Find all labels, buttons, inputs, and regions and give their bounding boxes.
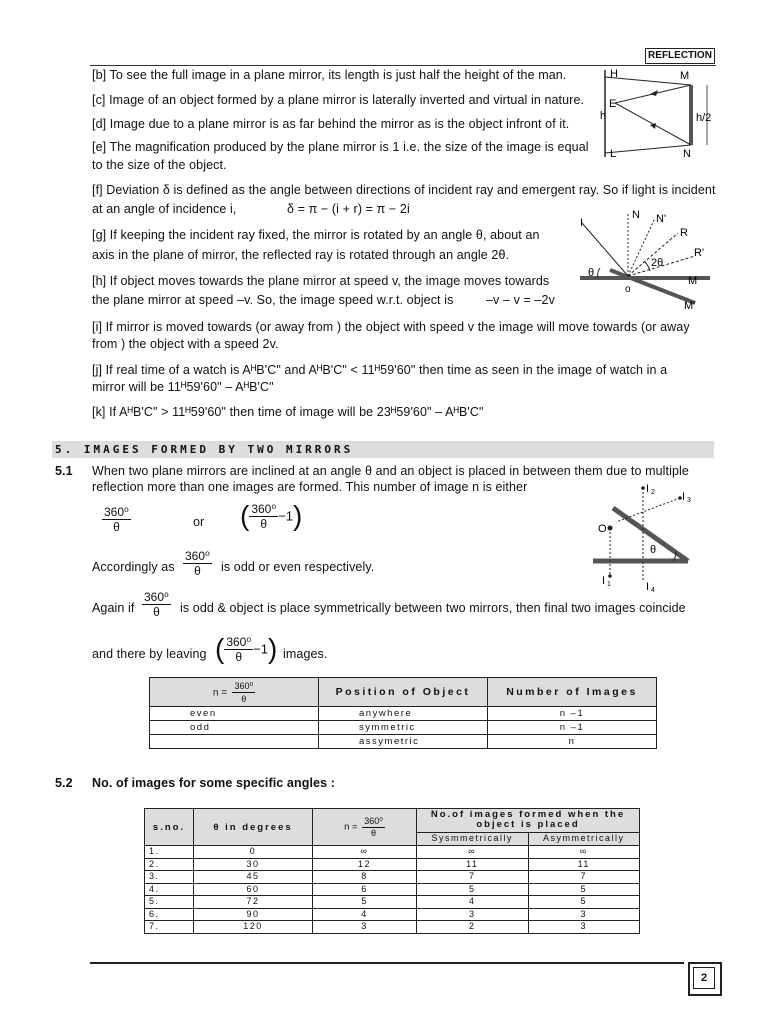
- minus-one: −1: [278, 508, 293, 524]
- point-d: [d] Image due to a plane mirror is as far behind the mirror as is the object infront of it.: [92, 117, 570, 131]
- label-I3-sub: 3: [687, 497, 691, 504]
- table-row: assymetric n: [150, 735, 657, 749]
- image-I2-dot: [641, 486, 645, 490]
- section-5-2-number: 5.2: [55, 776, 73, 790]
- table-row: 2. 30 12 11 11: [145, 858, 640, 871]
- again-if-text: Again if: [92, 601, 135, 615]
- section-5-title: 5. IMAGES FORMED BY TWO MIRRORS: [55, 443, 354, 456]
- point-j-line2: mirror will be 11ᴴ59'60" – AᴴB'C": [92, 380, 274, 394]
- accordingly-fraction: $\frac{\text{360⁰}}{\theta}$: [185, 549, 210, 578]
- header-theta: θ in degrees: [194, 809, 313, 846]
- label-E: E: [609, 98, 617, 110]
- frac-denominator: θ: [113, 520, 120, 534]
- header-number: Number of Images: [488, 678, 657, 707]
- label-I3: I: [682, 491, 686, 503]
- label-I2-sub: 2: [651, 489, 655, 496]
- point-h-line2: the plane mirror at speed –v. So, the image speed w.r.t. object is: [92, 293, 454, 307]
- label-M-prime: M': [684, 300, 696, 312]
- leaving-text: and there by leaving: [92, 647, 207, 661]
- label-I: I: [580, 217, 584, 229]
- point-b: [b] To see the full image in a plane mirror, its length is just half the height of the man.: [92, 68, 567, 82]
- point-g-line2: axis in the plane of mirror, the reflected ray is rotated through an angle 2θ.: [92, 248, 510, 262]
- label-R: R: [680, 227, 688, 239]
- label-M: M: [680, 70, 690, 82]
- footer-rule: [90, 962, 684, 964]
- header-position: Position of Object: [319, 678, 488, 707]
- formula-360-over-theta: [102, 505, 131, 534]
- label-N-prime: N': [656, 213, 667, 225]
- header-n: n = $\frac{\text{360⁰}}{\theta}$: [313, 809, 417, 846]
- label-theta: θ: [650, 544, 657, 556]
- again-fraction: $\frac{\text{360⁰}}{\theta}$: [144, 590, 169, 619]
- mirror-M-rotated: [610, 270, 698, 303]
- label-I4-sub: 4: [651, 587, 655, 594]
- label-o: o: [625, 284, 631, 295]
- frac-numerator: 360⁰: [104, 505, 129, 519]
- table-row: even anywhere n –1: [150, 707, 657, 721]
- point-h-line1: [h] If object moves towards the plane mirror at speed v, the image moves towards: [92, 274, 550, 288]
- header-symmetrically: Sysmmetrically: [417, 832, 529, 845]
- header-images-formed: No.of images formed when the object is placed: [417, 809, 640, 833]
- label-L: L: [610, 148, 617, 160]
- images-count-rule-table: [149, 677, 657, 749]
- point-g-line1: [g] If keeping the incident ray fixed, the mirror is rotated by an angle θ, about an: [92, 228, 540, 242]
- table-row: 6. 90 4 3 3: [145, 908, 640, 921]
- accordingly-text-end: is odd or even respectively.: [221, 560, 375, 574]
- arrow-1: [650, 90, 658, 96]
- label-theta: θ: [588, 267, 595, 279]
- table-header-row: [150, 678, 657, 707]
- leaving-formula: ( $\frac{\text{360⁰}}{\theta}$ −1): [215, 633, 278, 664]
- header-asymmetrically: Asymmetrically: [528, 832, 640, 845]
- again-if-text-end: is odd & object is place symmetrically between two mirrors, then final two images coincide: [180, 601, 686, 615]
- point-f-line2: at an angle of incidence i,: [92, 202, 237, 216]
- object-O: [608, 526, 613, 531]
- table-row: 5. 72 5 4 5: [145, 896, 640, 909]
- ray-bottom-return: [605, 145, 691, 153]
- header-n-formula: n = $\frac{\text{360⁰}}{\theta}$: [150, 678, 319, 707]
- label-h: h: [600, 110, 607, 122]
- table-header-row: [145, 809, 640, 833]
- accordingly-text: Accordingly as: [92, 560, 175, 574]
- label-I4: I: [646, 581, 650, 593]
- rotating-mirror-diagram: [570, 208, 715, 313]
- point-e-line2: to the size of the object.: [92, 158, 227, 172]
- label-H: H: [610, 68, 618, 80]
- point-c: [c] Image of an object formed by a plane mirror is laterally inverted and virtual in nature.: [92, 93, 585, 107]
- label-2theta: 2θ: [651, 257, 664, 269]
- label-R-prime: R': [694, 247, 705, 259]
- inclined-mirrors-diagram: [588, 480, 716, 598]
- formula-360-over-theta-minus-1: ( $\frac{\text{360⁰}}{\theta}$ −1): [240, 500, 303, 531]
- image-speed-equation: –v – v = –2v: [486, 293, 555, 307]
- reflected-ray-R: [628, 233, 678, 276]
- point-j-line1: [j] If real time of a watch is AᴴB'C" and AᴴB'C" < 11ᴴ59'60" then time as seen in the image of watch in a: [92, 363, 668, 377]
- table-row: 4. 60 6 5 5: [145, 883, 640, 896]
- table-row: odd symmetric n –1: [150, 721, 657, 735]
- angle-arc-2theta: [645, 262, 650, 271]
- image-I1-dot: [608, 574, 612, 578]
- label-O: O: [598, 523, 607, 535]
- table-row: 1. 0 ∞ ∞ ∞: [145, 846, 640, 859]
- leaving-text-end: images.: [283, 647, 328, 661]
- section-5-1-number: 5.1: [55, 464, 73, 478]
- section-5-2-title: No. of images for some specific angles :: [92, 776, 335, 790]
- table-row: 3. 45 8 7 7: [145, 871, 640, 884]
- point-e-line1: [e] The magnification produced by the plane mirror is 1 i.e. the size of the image is equal: [92, 140, 589, 154]
- label-I1-sub: 1: [607, 581, 611, 588]
- deviation-equation: δ = π − (i + r) = π − 2i: [287, 202, 410, 216]
- frac-denominator: θ: [260, 516, 268, 531]
- point-k: [k] If AᴴB'C" > 11ᴴ59'60" then time of image will be 23ᴴ59'60" – AᴴB'C": [92, 405, 484, 419]
- label-N: N: [683, 148, 691, 160]
- frac-numerator: 360⁰: [251, 501, 277, 516]
- or-label: or: [193, 515, 205, 529]
- label-h2: h/2: [696, 112, 712, 124]
- label-I1: I: [602, 575, 606, 587]
- label-N: N: [632, 209, 640, 221]
- section-5-1-text-line1: When two plane mirrors are inclined at an angle θ and an object is placed in between them due to multiple: [92, 464, 689, 478]
- point-i-line1: [i] If mirror is moved towards (or away from ) the object with speed v the image will move towards (or away: [92, 320, 690, 334]
- plane-mirror-height-diagram: [595, 65, 720, 162]
- images-specific-angles-table: [144, 808, 640, 934]
- section-5-1-text-line2: reflection more than one images are formed. This number of image n is either: [92, 480, 528, 494]
- header-sno: s.no.: [145, 809, 194, 846]
- point-i-line2: from ) the object with a speed 2v.: [92, 337, 279, 351]
- label-M: M: [688, 275, 698, 287]
- chapter-label: REFLECTION: [645, 48, 715, 64]
- page-number: 2: [693, 967, 715, 989]
- point-f-line1: [f] Deviation δ is defined as the angle between directions of incident ray and emergent ray. So if light is incident: [92, 183, 716, 197]
- label-I2: I: [646, 483, 650, 495]
- table-row: 7. 120 3 2 3: [145, 921, 640, 934]
